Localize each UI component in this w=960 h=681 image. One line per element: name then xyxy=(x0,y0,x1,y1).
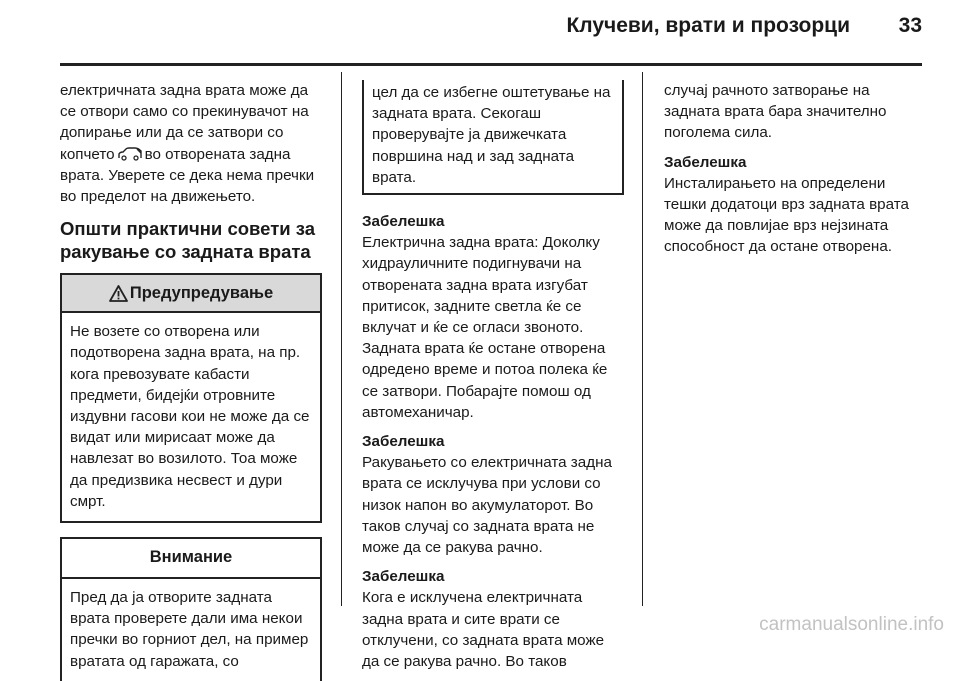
continued-paragraph: случај рачното затворање на задната врата бара значително поголема сила. xyxy=(664,82,887,142)
note-1 xyxy=(362,211,624,423)
note-4 xyxy=(664,152,926,258)
warning-title: Предупредување xyxy=(129,283,274,302)
note-label: Забелешка xyxy=(362,433,445,451)
column-divider-2 xyxy=(642,72,643,606)
note-label: Забелешка xyxy=(362,568,445,586)
note-2 xyxy=(362,431,624,558)
header-divider xyxy=(60,63,922,66)
column-2 xyxy=(362,80,624,672)
note-label: Забелешка xyxy=(664,153,747,171)
intro-text-part2: во отворената задна врата. Уверете се дека нема пречки во пределот на движењето. xyxy=(60,145,315,206)
column-3 xyxy=(664,80,926,258)
intro-text-part1: електричната задна врата може да се отвори само со прекинувачот на допирање или да се затвори со копчето xyxy=(60,82,309,163)
warning-box xyxy=(60,273,322,523)
caution-text: Пред да ја отворите задната врата проверете дали има некои пречки во горниот дел, на пример вратата од гаражата, со xyxy=(70,589,309,670)
caution-header: Внимание xyxy=(62,539,320,579)
caution-continued-text: цел да се избегне оштетување на задната врата. Секогаш проверувајте ја движечката површина над и зад задната врата. xyxy=(372,84,611,186)
note-label: Забелешка xyxy=(362,213,445,231)
page-title: Клучеви, врати и прозорци xyxy=(566,14,850,37)
warning-text: Не возете со отворена или подотворена задна врата, на пр. кога превозувате кабасти предмети, бидејќи отровните издувни гасови кои не може да се видат или мирисаат може да навлезат во возилото. Тоа може да предизвика несвест и дури смрт. xyxy=(70,323,310,510)
column-1 xyxy=(60,80,322,681)
caution-continued-box xyxy=(362,80,624,195)
note-text: Кога е исклучена електричната задна врата и сите врати се отклучени, со задната врата може да се ракува рачно. Во таков xyxy=(362,589,605,671)
warning-triangle-icon xyxy=(109,285,128,302)
note-text: Електрична задна врата: Доколку хидрауличните подигнувачи на отворената задна врата изгубат притисок, задните светла ќе се вклучат и ќе се огласи звоното. Задната врата ќе остане отворена одредено време и потоа полека ќе се затвори. Побарајте помош од автомеханичар. xyxy=(362,234,608,421)
intro-paragraph xyxy=(60,80,322,207)
car-tailgate-icon xyxy=(118,147,142,161)
note-3 xyxy=(362,566,624,672)
page-number: 33 xyxy=(898,14,922,37)
watermark: carmanualsonline.info xyxy=(759,614,944,635)
note-text: Ракувањето со електричната задна врата се исклучува при услови со низок напон во акумулаторот. Во таков случај со задната врата не може да се ракува рачно. xyxy=(362,454,612,557)
section-heading: Општи практични совети за ракување со задната врата xyxy=(60,218,316,263)
caution-box xyxy=(60,537,322,681)
note-text: Инсталирањето на определени тешки додатоци врз задната врата може да повлијае врз нејзината способност да остане отворена. xyxy=(664,174,909,256)
column-divider-1 xyxy=(341,72,342,606)
warning-header xyxy=(62,275,320,313)
